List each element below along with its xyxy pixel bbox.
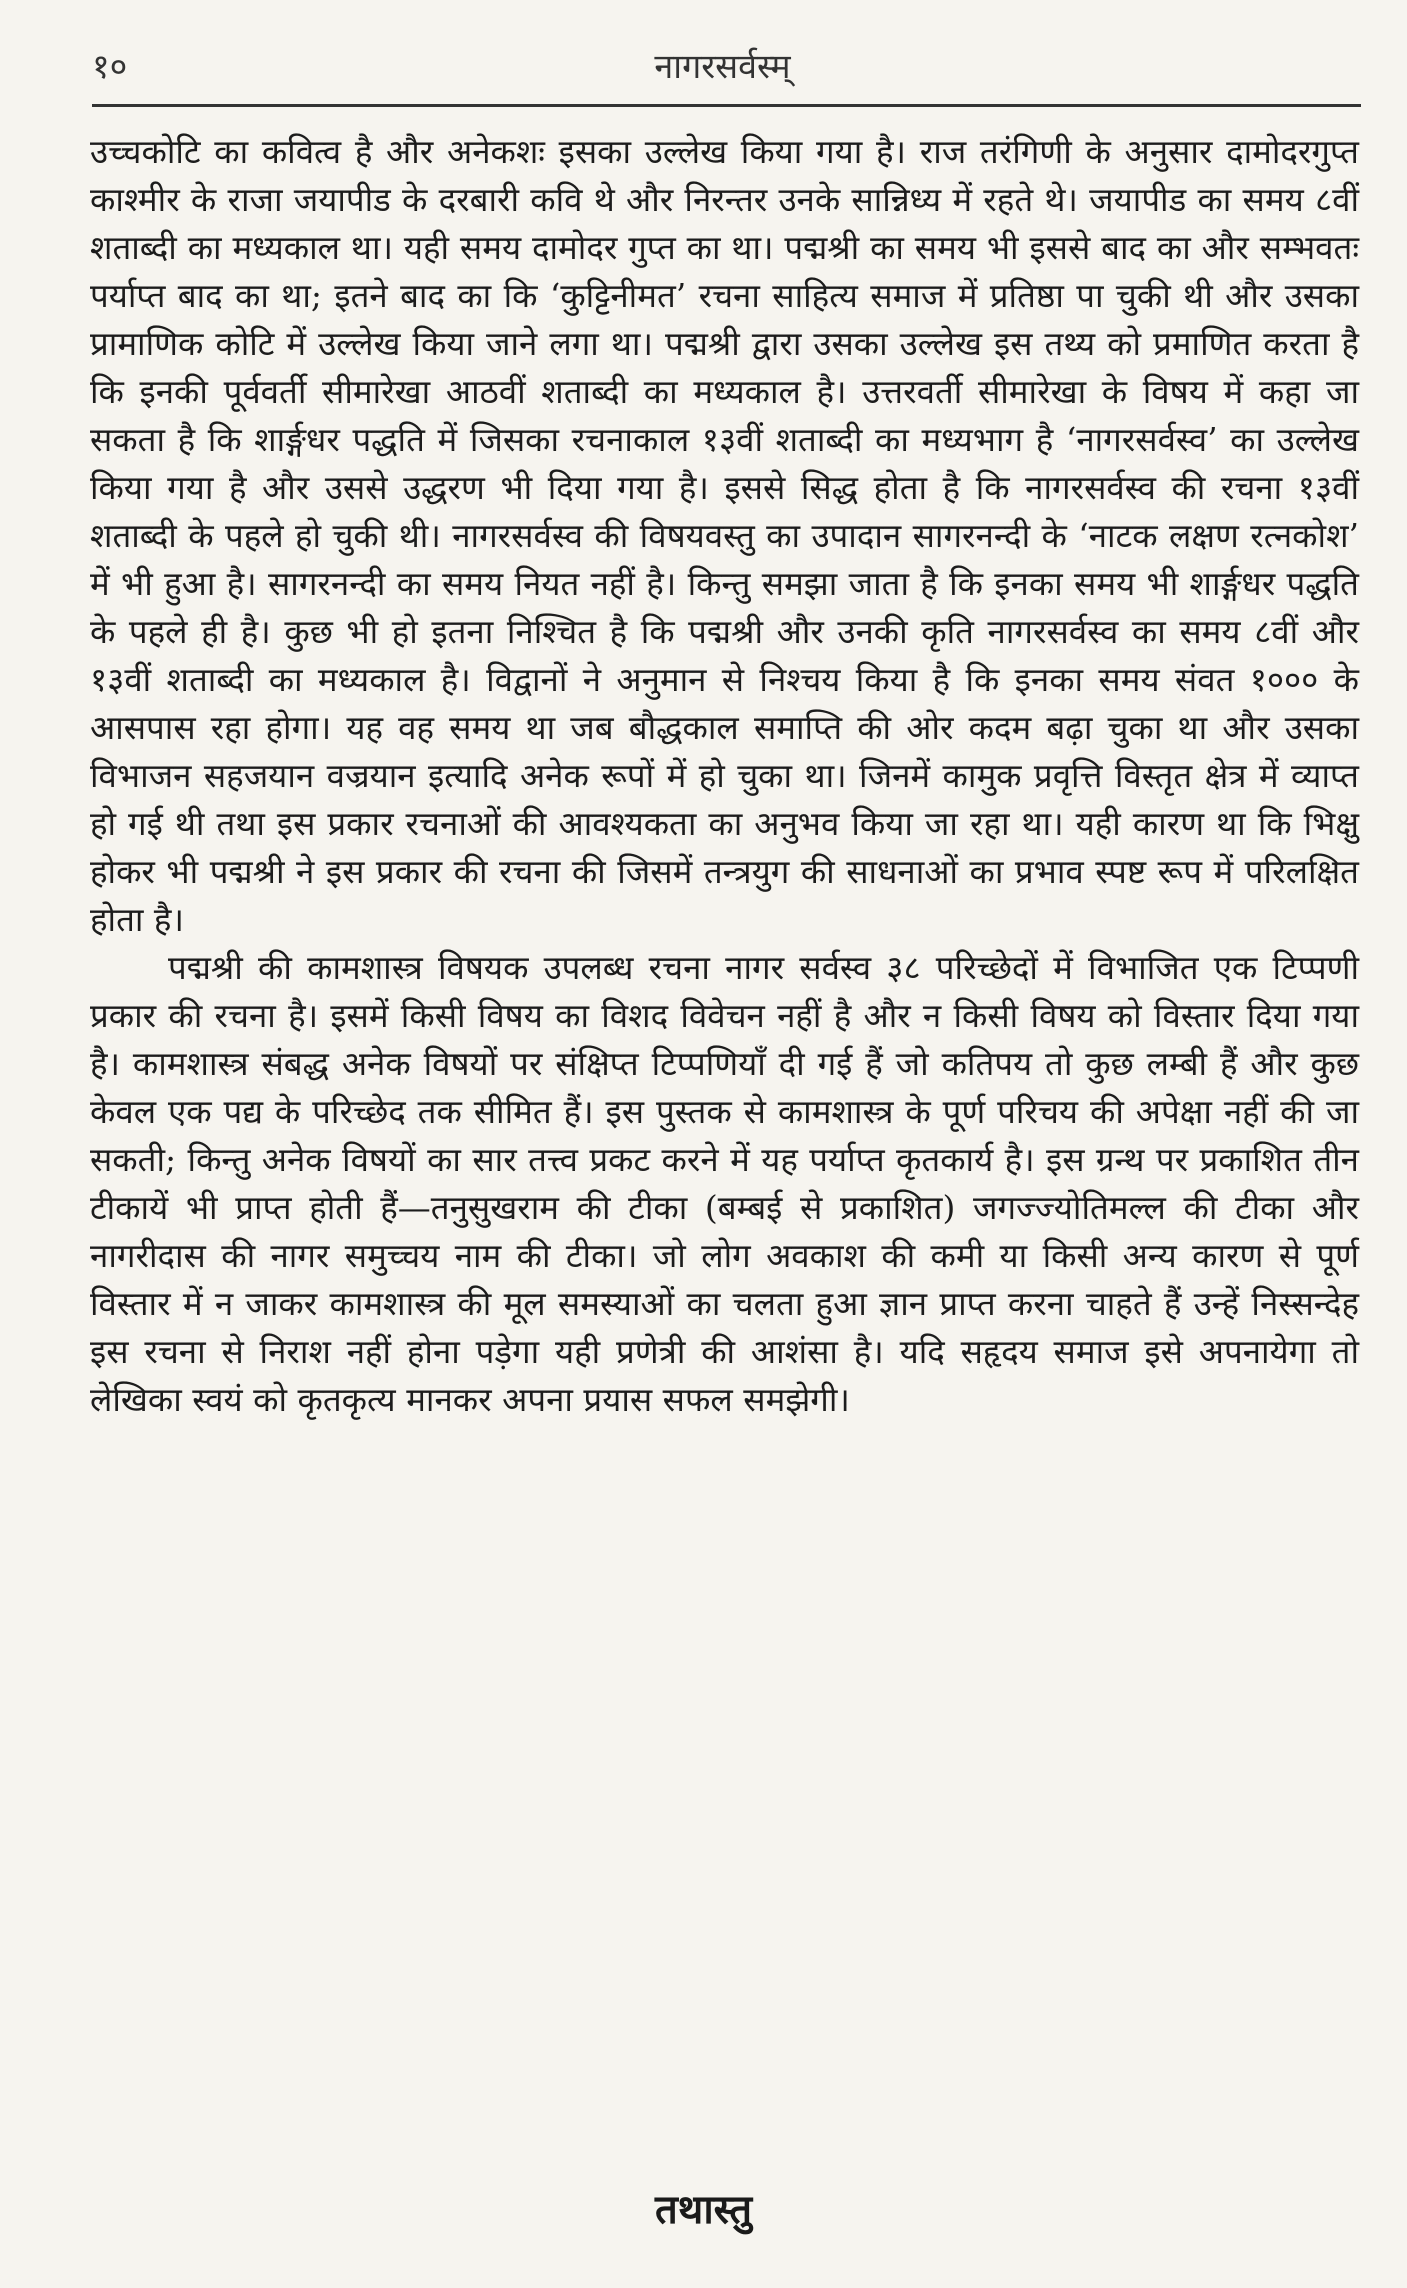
paragraph-1: उच्चकोटि का कवित्व है और अनेकशः इसका उल्लेख किया गया है। राज तरंगिणी के अनुसार दामोदरगुप्त काश्मीर के राजा जयापीड के दरबारी कवि थे और निरन्तर उनके सान्निध्य में रहते थे। जयापीड का समय ८वीं शताब्दी का मध्यकाल था। यही समय दामोदर गुप्त का था। पद्मश्री का समय भी इससे बाद का और सम्भवतः पर्याप्त बाद का था; इतने बाद का कि ‘कुट्टिनीमत’ रचना साहित्य समाज में प्रतिष्ठा पा चुकी थी और उसका प्रामाणिक कोटि में उल्लेख किया जाने लगा था। पद्मश्री द्वारा उसका उल्लेख इस तथ्य को प्रमाणित करता है कि इनकी पूर्ववर्ती सीमारेखा आठवीं शताब्दी का मध्यकाल है। उत्तरवर्ती सीमारेखा के विषय में कहा जा सकता है कि शार्ङ्गधर पद्धति में जिसका रचनाकाल १३वीं शताब्दी का मध्यभाग है ‘नागरसर्वस्व’ का उल्लेख किया गया है और उससे उद्धरण भी दिया गया है। इससे सिद्ध होता है कि नागरसर्वस्व की रचना १३वीं शताब्दी के पहले हो चुकी थी। नागरसर्वस्व की विषयवस्तु का उपादान सागरनन्दी के ‘नाटक लक्षण रत्नकोश’ में भी हुआ है। सागरनन्दी का समय नियत नहीं है। किन्तु समझा जाता है कि इनका समय भी शार्ङ्गधर पद्धति के पहले ही है। कुछ भी हो इतना निश्चित है कि पद्मश्री और उनकी कृति नागरसर्वस्व का समय ८वीं और १३वीं शताब्दी का मध्यकाल है। विद्वानों ने अनुमान से निश्चय किया है कि इनका समय संवत १००० के आसपास रहा होगा। यह वह समय था जब बौद्धकाल समाप्ति की ओर कदम बढ़ा चुका था और उसका विभाजन सहजयान वज्रयान इत्यादि अनेक रूपों में हो चुका था। जिनमें कामुक प्रवृत्ति विस्तृत क्षेत्र में व्याप्त हो गई थी तथा इस प्रकार रचनाओं की आवश्यकता का अनुभव किया जा रहा था। यही कारण था कि भिक्षु होकर भी पद्मश्री ने इस प्रकार की रचना की जिसमें तन्त्रयुग की साधनाओं का प्रभाव स्पष्ट रूप में परिलक्षित होता है। — [90, 132, 1359, 939]
running-header — [92, 36, 1353, 96]
closing-word: तथास्तु — [654, 2186, 753, 2233]
paragraph-2: पद्मश्री की कामशास्त्र विषयक उपलब्ध रचना नागर सर्वस्व ३८ परिच्छेदों में विभाजित एक टिप्पणी प्रकार की रचना है। इसमें किसी विषय का विशद विवेचन नहीं है और न किसी विषय को विस्तार दिया गया है। कामशास्त्र संबद्ध अनेक विषयों पर संक्षिप्त टिप्पणियाँ दी गई हैं जो कतिपय तो कुछ लम्बी हैं और कुछ केवल एक पद्य के परिच्छेद तक सीमित हैं। इस पुस्तक से कामशास्त्र के पूर्ण परिचय की अपेक्षा नहीं की जा सकती; किन्तु अनेक विषयों का सार तत्त्व प्रकट करने में यह पर्याप्त कृतकार्य है। इस ग्रन्थ पर प्रकाशित तीन टीकायें भी प्राप्त होती हैं—तनुसुखराम की टीका (बम्बई से प्रकाशित) जगज्ज्योतिमल्ल की टीका और नागरीदास की नागर समुच्चय नाम की टीका। जो लोग अवकाश की कमी या किसी अन्य कारण से पूर्ण विस्तार में न जाकर कामशास्त्र की मूल समस्याओं का चलता हुआ ज्ञान प्राप्त करना चाहते हैं उन्हें निस्सन्देह इस रचना से निराश नहीं होना पड़ेगा यही प्रणेत्री की आशंसा है। यदि सहृदय समाज इसे अपनायेगा तो लेखिका स्वयं को कृतकृत्य मानकर अपना प्रयास सफल समझेगी। — [90, 948, 1359, 1419]
body-text — [90, 128, 1359, 1424]
header-rule — [92, 104, 1361, 107]
page-number: १० — [92, 47, 128, 87]
running-title: नागरसर्वस्म् — [654, 47, 791, 87]
